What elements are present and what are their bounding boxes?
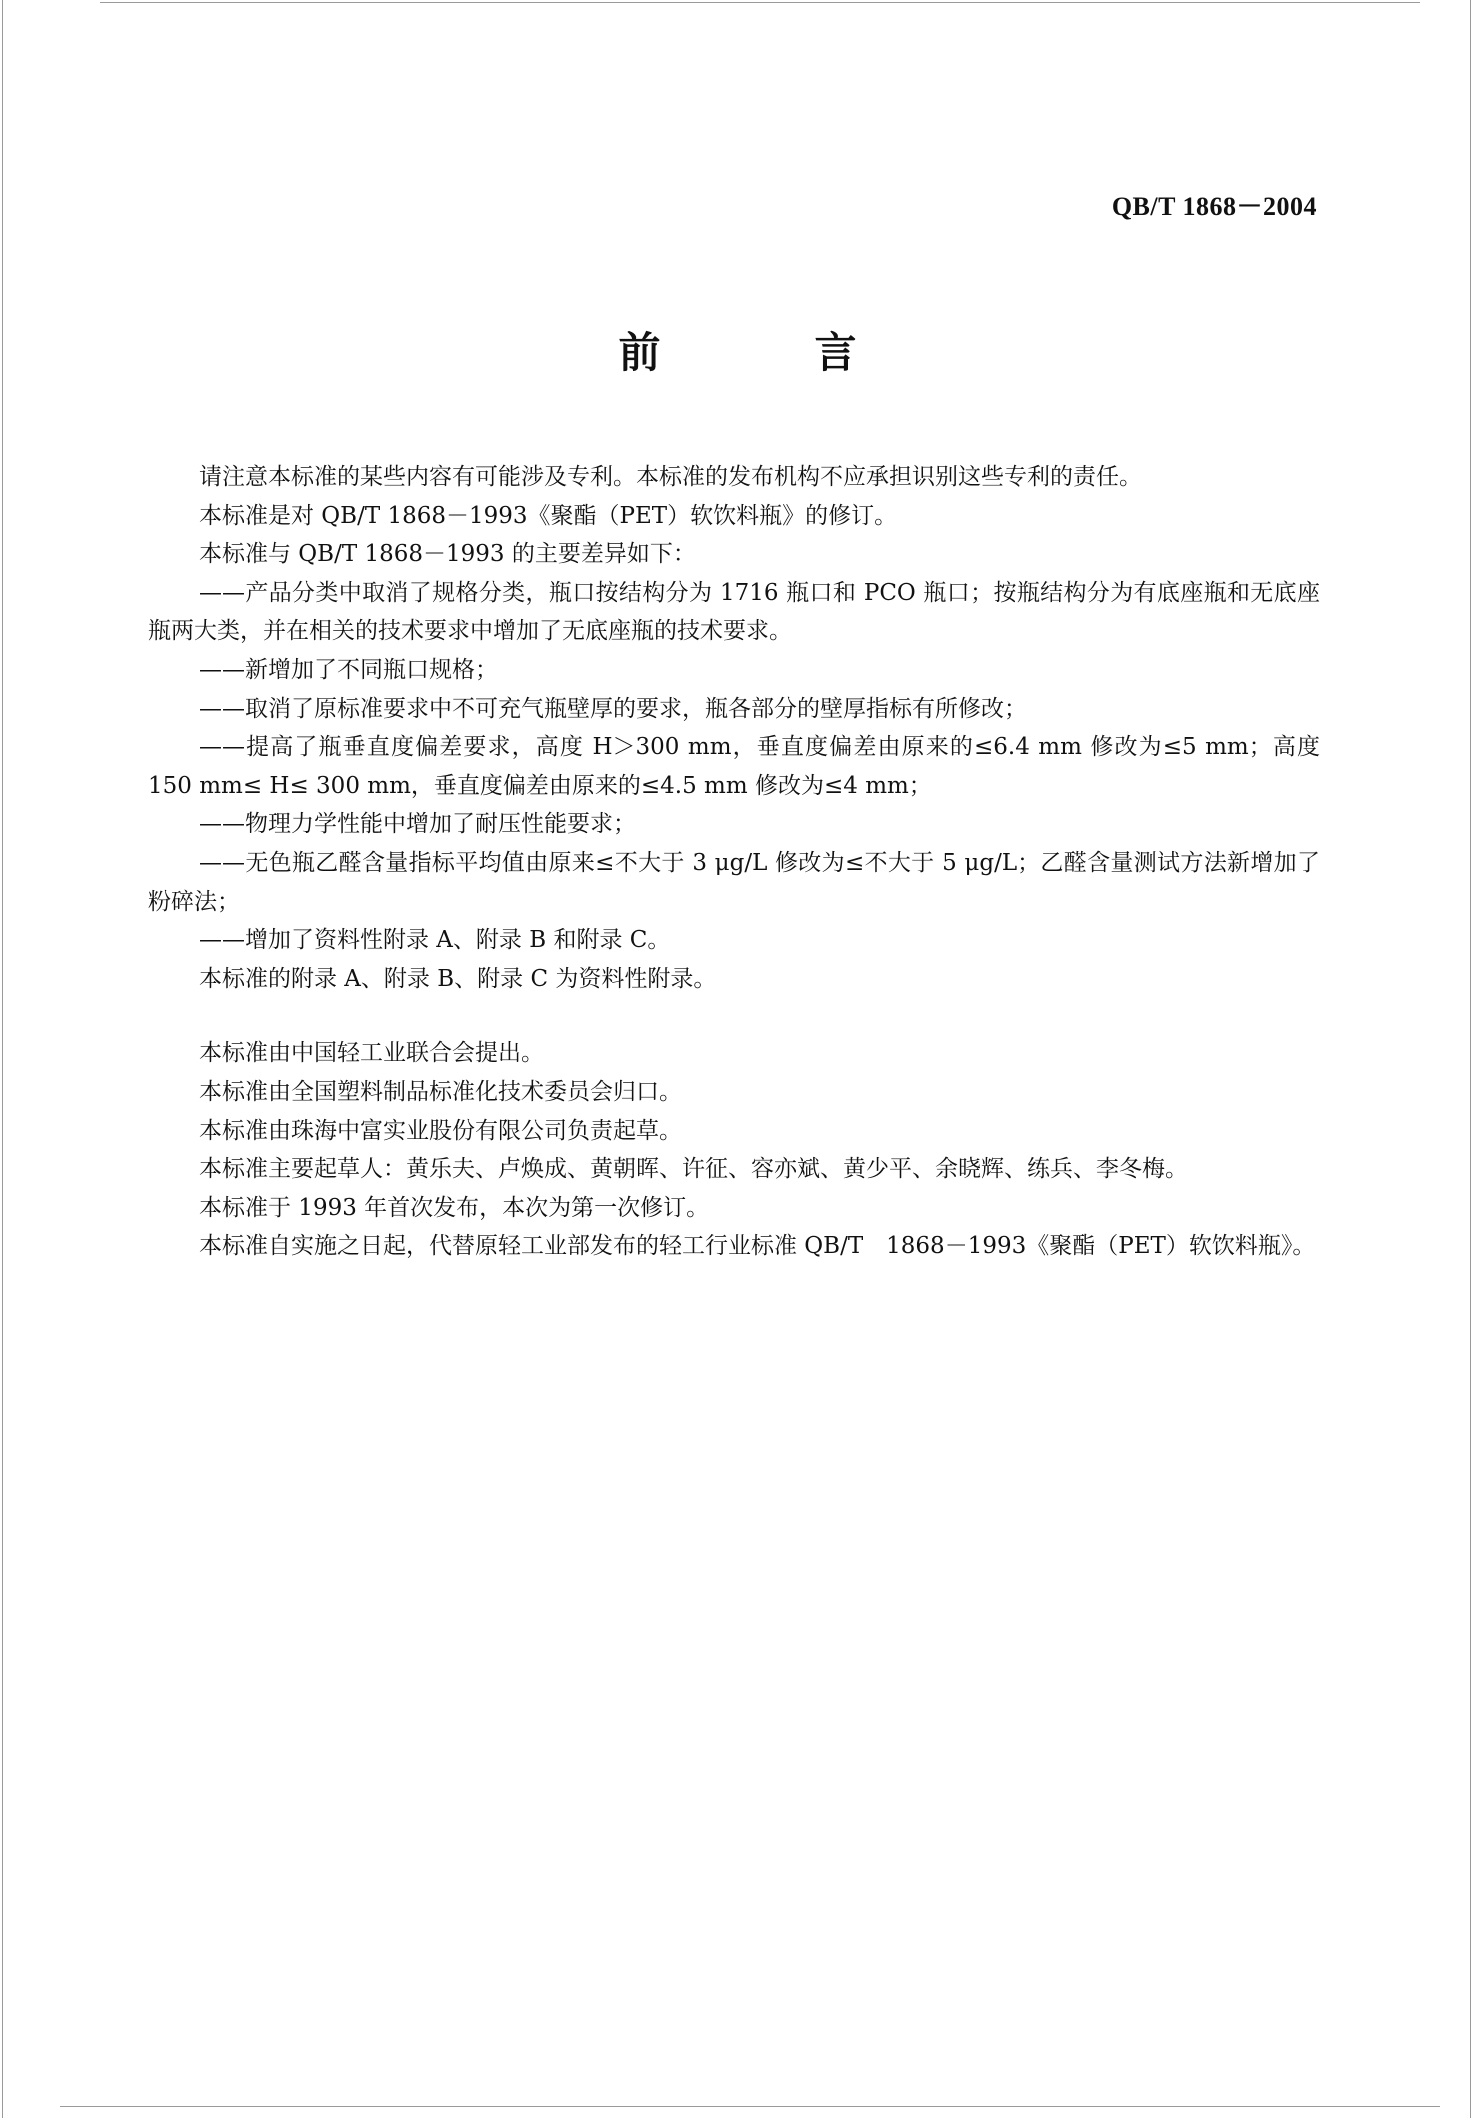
paragraph-replaces: 本标准自实施之日起，代替原轻工业部发布的轻工行业标准 QB/T 1868－1993《聚酯（PET）软饮料瓶》。 [199,1233,1316,1260]
change-item-wall-thickness: ——取消了原标准要求中不可充气瓶壁厚的要求，瓶各部分的壁厚指标有所修改； [199,695,1027,722]
paragraph-patent-notice: 请注意本标准的某些内容有可能涉及专利。本标准的发布机构不应承担识别这些专利的责任。 [199,464,1142,490]
top-edge-line [100,2,1420,3]
change-item-neck-specs: ——新增加了不同瓶口规格； [199,656,498,683]
right-edge-line [1470,0,1471,2118]
change-item-classification: ——产品分类中取消了规格分类，瓶口按结构分为 1716 瓶口和 PCO 瓶口；按瓶结构分为有底座瓶和无底座瓶两大类，并在相关的技术要求中增加了无底座瓶的技术要求。 [148,579,1320,645]
foreword-body [148,458,1320,1266]
left-edge-line [2,0,3,2118]
paragraph-differences-intro: 本标准与 QB/T 1868－1993 的主要差异如下： [199,541,696,568]
change-item-verticality: ——提高了瓶垂直度偏差要求，高度 H＞300 mm，垂直度偏差由原来的≤6.4 mm 修改为≤5 mm；高度 150 mm≤ H≤ 300 mm，垂直度偏差由原来的≤4.5 mm 修改为≤4 mm； [148,734,1320,799]
paragraph-revision-of: 本标准是对 QB/T 1868－1993《聚酯（PET）软饮料瓶》的修订。 [199,502,898,529]
paragraph-proposed-by: 本标准由中国轻工业联合会提出。 [199,1040,544,1067]
paragraph-drafted-by: 本标准由珠海中富实业股份有限公司负责起草。 [199,1117,682,1144]
bottom-edge-line [60,2106,1440,2107]
paragraph-first-issued: 本标准于 1993 年首次发布，本次为第一次修订。 [199,1194,710,1221]
change-item-appendices: ——增加了资料性附录 A、附录 B 和附录 C。 [199,927,671,954]
change-item-pressure: ——物理力学性能中增加了耐压性能要求； [199,811,636,838]
paragraph-appendices-informative: 本标准的附录 A、附录 B、附录 C 为资料性附录。 [199,965,717,992]
change-item-acetaldehyde: ——无色瓶乙醛含量指标平均值由原来≤不大于 3 μg/L 修改为≤不大于 5 μg/L；乙醛含量测试方法新增加了粉碎法； [148,849,1320,915]
page-title: 前 言 [618,328,913,377]
standard-code: QB/T 1868－2004 [1111,192,1317,221]
paragraph-drafters: 本标准主要起草人：黄乐夫、卢焕成、黄朝晖、许征、容亦斌、黄少平、余晓辉、练兵、李冬梅。 [199,1156,1188,1183]
paragraph-centralized-by: 本标准由全国塑料制品标准化技术委员会归口。 [199,1078,682,1105]
